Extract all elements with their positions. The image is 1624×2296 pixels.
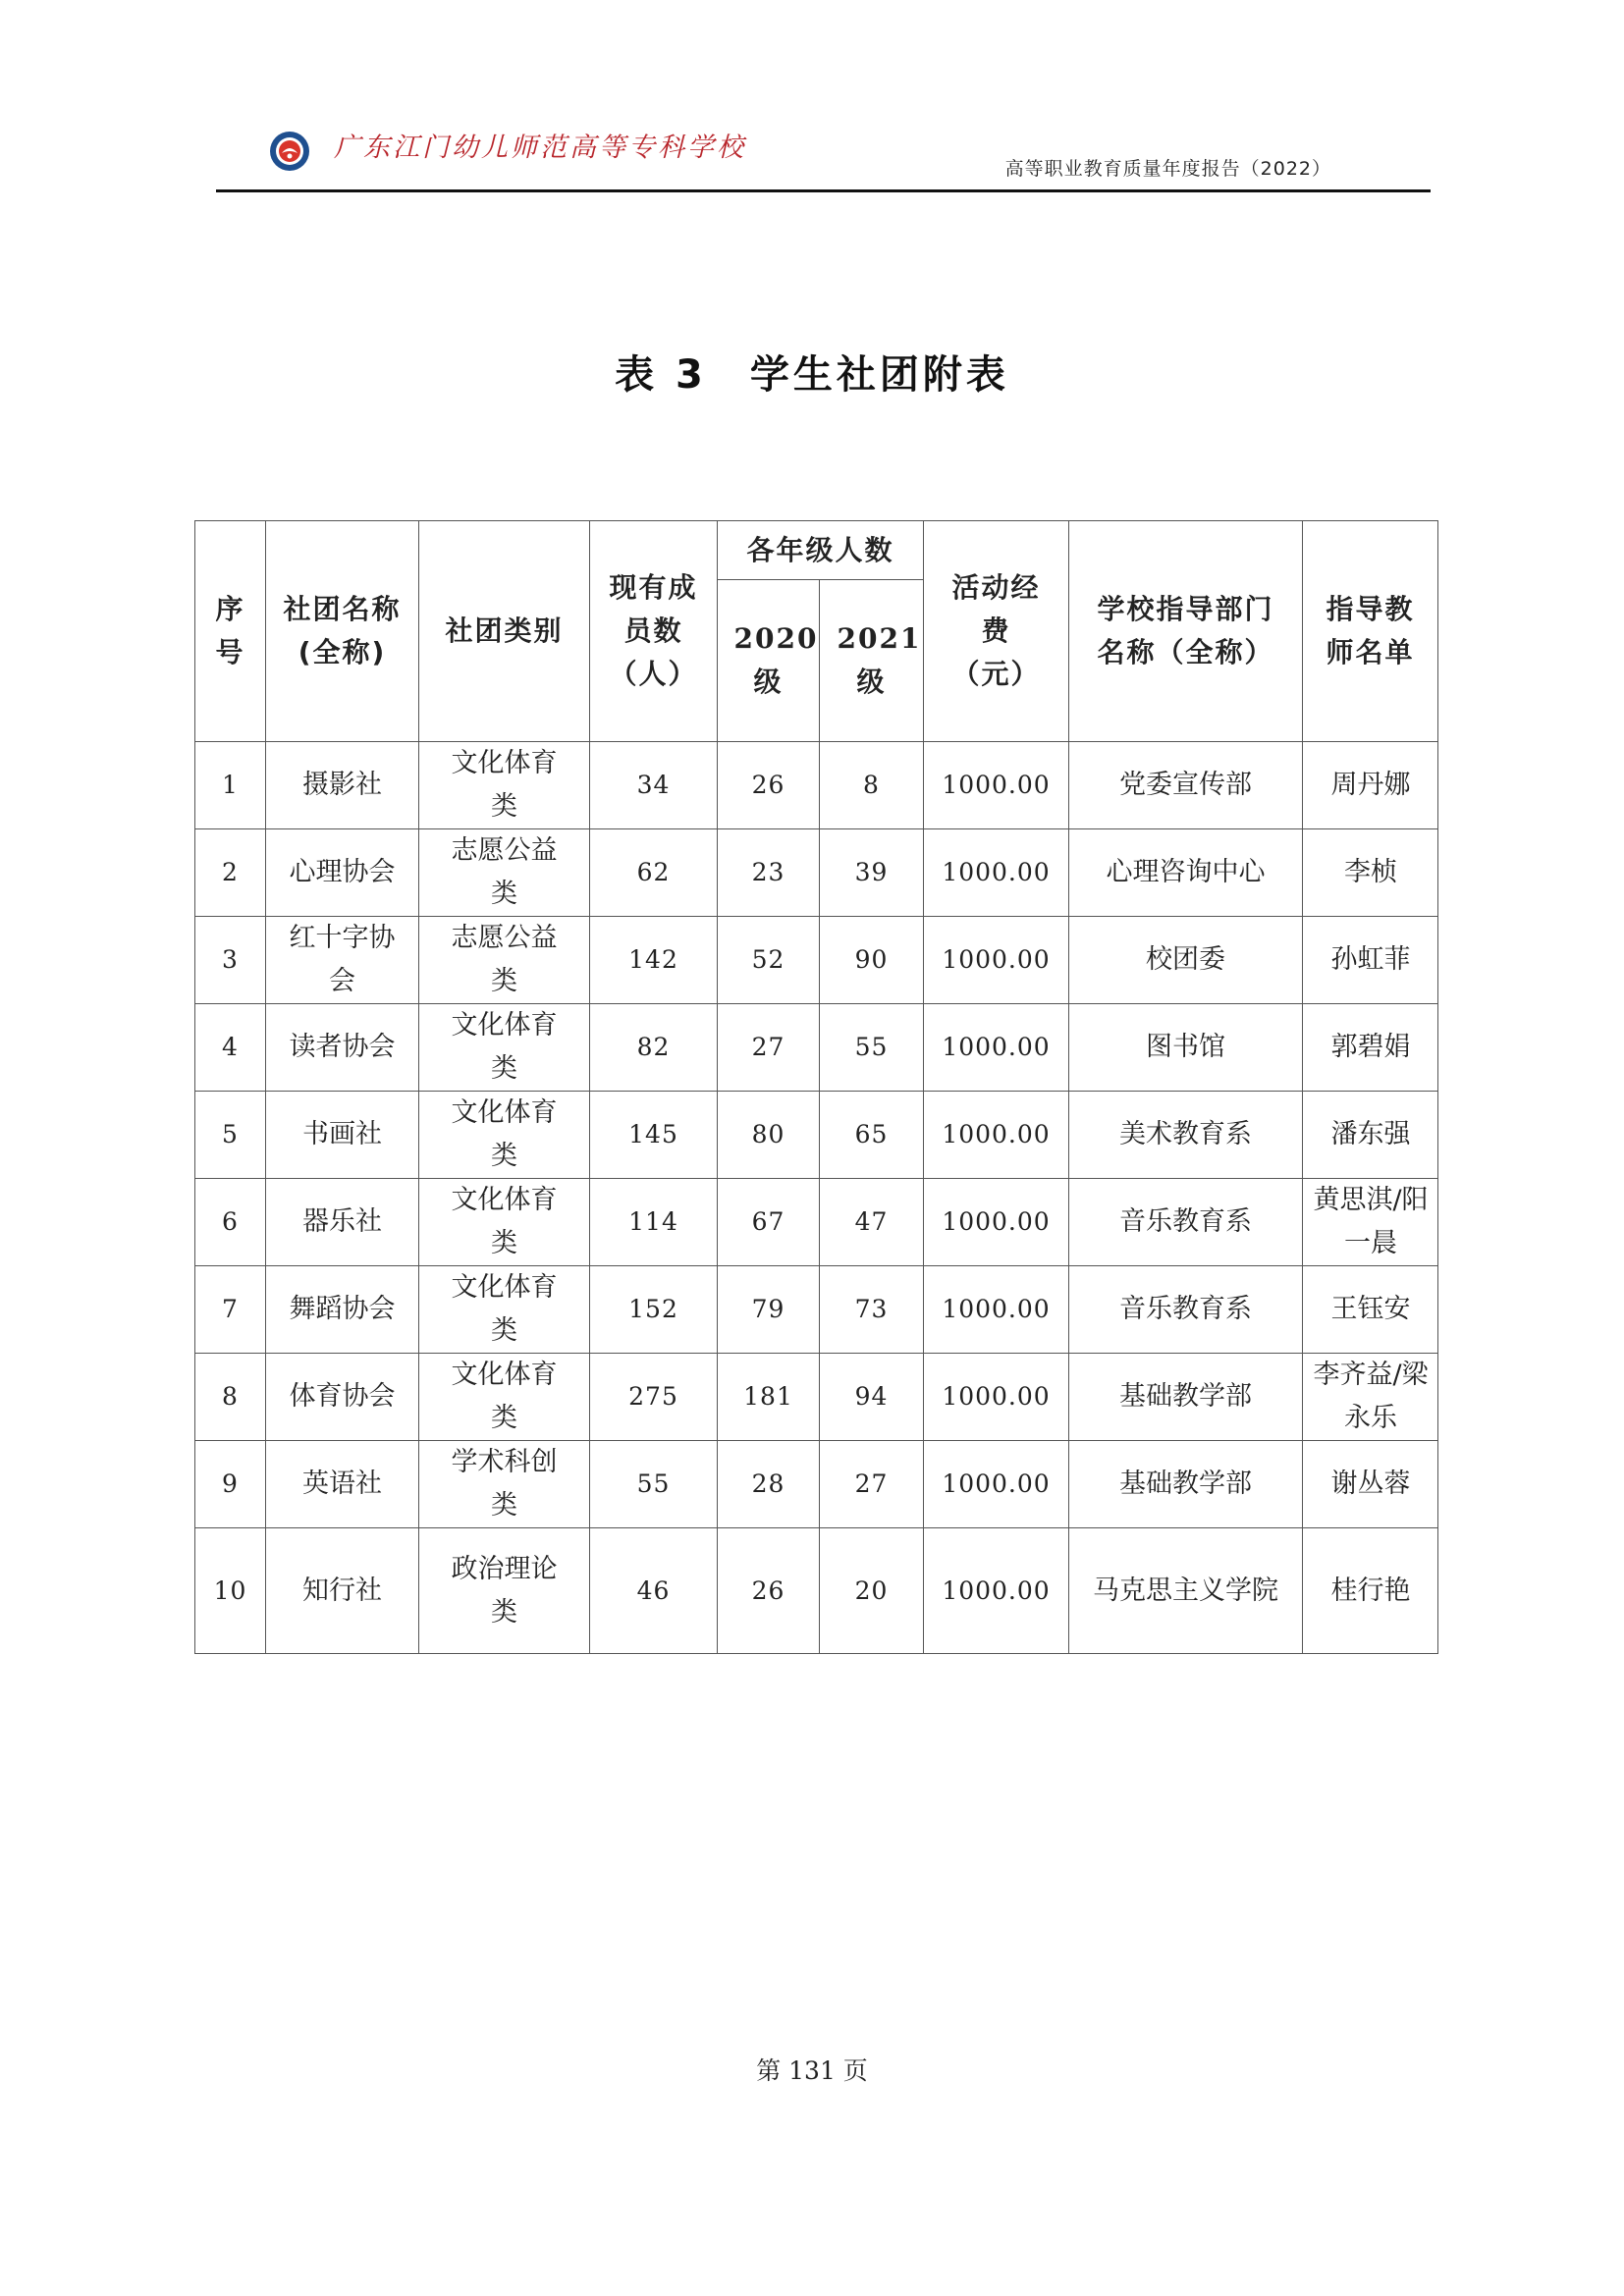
table-title: 表 3 学生社团附表: [615, 352, 1009, 398]
cell-category: 文化体育类: [419, 1179, 590, 1266]
header-category: 社团类别: [419, 521, 590, 742]
cell-index: 1: [195, 742, 266, 829]
cell-grade-2020: 27: [718, 1004, 820, 1092]
table-row: [195, 1528, 1438, 1654]
cell-members: 114: [590, 1179, 718, 1266]
cell-club-name: 舞蹈协会: [266, 1266, 419, 1354]
cell-department: 党委宣传部: [1069, 742, 1303, 829]
cell-grade-2021: 73: [820, 1266, 924, 1354]
cell-category: 文化体育类: [419, 1004, 590, 1092]
cell-category: 学术科创类: [419, 1441, 590, 1528]
cell-funding: 1000.00: [924, 917, 1069, 1004]
cell-advisor: 李桢: [1303, 829, 1438, 917]
header-funding: 活动经费（元）: [924, 521, 1069, 742]
table-row: [195, 1092, 1438, 1179]
cell-funding: 1000.00: [924, 1092, 1069, 1179]
cell-grade-2021: 55: [820, 1004, 924, 1092]
cell-index: 8: [195, 1354, 266, 1441]
cell-grade-2021: 20: [820, 1528, 924, 1654]
cell-category: 政治理论类: [419, 1528, 590, 1654]
table-row: [195, 1266, 1438, 1354]
cell-club-name: 心理协会: [266, 829, 419, 917]
cell-members: 152: [590, 1266, 718, 1354]
cell-grade-2020: 23: [718, 829, 820, 917]
cell-grade-2021: 27: [820, 1441, 924, 1528]
cell-index: 3: [195, 917, 266, 1004]
cell-funding: 1000.00: [924, 742, 1069, 829]
header-grade-2020: 2020级: [718, 580, 820, 742]
header-grade-group: 各年级人数: [718, 521, 924, 580]
cell-members: 55: [590, 1441, 718, 1528]
header-grade-2021: 2021级: [820, 580, 924, 742]
table-row: [195, 829, 1438, 917]
cell-grade-2020: 26: [718, 742, 820, 829]
cell-department: 基础教学部: [1069, 1354, 1303, 1441]
header-club-name: 社团名称(全称): [266, 521, 419, 742]
cell-advisor: 王钰安: [1303, 1266, 1438, 1354]
table-row: [195, 1441, 1438, 1528]
school-emblem-icon: [268, 130, 311, 173]
cell-advisor: 孙虹菲: [1303, 917, 1438, 1004]
cell-department: 音乐教育系: [1069, 1266, 1303, 1354]
cell-advisor: 郭碧娟: [1303, 1004, 1438, 1092]
cell-grade-2020: 79: [718, 1266, 820, 1354]
cell-grade-2021: 65: [820, 1092, 924, 1179]
cell-index: 4: [195, 1004, 266, 1092]
cell-category: 志愿公益类: [419, 829, 590, 917]
table-row: [195, 1354, 1438, 1441]
cell-club-name: 器乐社: [266, 1179, 419, 1266]
cell-department: 基础教学部: [1069, 1441, 1303, 1528]
cell-funding: 1000.00: [924, 1179, 1069, 1266]
cell-category: 志愿公益类: [419, 917, 590, 1004]
cell-grade-2021: 94: [820, 1354, 924, 1441]
cell-funding: 1000.00: [924, 1004, 1069, 1092]
cell-funding: 1000.00: [924, 1354, 1069, 1441]
cell-club-name: 摄影社: [266, 742, 419, 829]
table-row: [195, 917, 1438, 1004]
cell-club-name: 书画社: [266, 1092, 419, 1179]
table-body: [195, 742, 1438, 1654]
school-name-logo: 广东江门幼儿师范高等专科学校: [334, 133, 746, 163]
cell-advisor: 周丹娜: [1303, 742, 1438, 829]
cell-grade-2020: 52: [718, 917, 820, 1004]
page-header: [0, 0, 1624, 196]
cell-department: 美术教育系: [1069, 1092, 1303, 1179]
cell-department: 音乐教育系: [1069, 1179, 1303, 1266]
header-department: 学校指导部门名称（全称）: [1069, 521, 1303, 742]
cell-department: 校团委: [1069, 917, 1303, 1004]
cell-advisor: 黄思淇/阳一晨: [1303, 1179, 1438, 1266]
cell-club-name: 读者协会: [266, 1004, 419, 1092]
cell-advisor: 桂行艳: [1303, 1528, 1438, 1654]
cell-club-name: 知行社: [266, 1528, 419, 1654]
cell-club-name: 英语社: [266, 1441, 419, 1528]
header-divider: [216, 189, 1431, 192]
cell-grade-2020: 181: [718, 1354, 820, 1441]
cell-index: 7: [195, 1266, 266, 1354]
cell-grade-2020: 80: [718, 1092, 820, 1179]
cell-members: 62: [590, 829, 718, 917]
header-row-1: [195, 521, 1438, 580]
cell-members: 34: [590, 742, 718, 829]
cell-funding: 1000.00: [924, 829, 1069, 917]
cell-members: 46: [590, 1528, 718, 1654]
cell-index: 6: [195, 1179, 266, 1266]
cell-funding: 1000.00: [924, 1266, 1069, 1354]
cell-department: 马克思主义学院: [1069, 1528, 1303, 1654]
cell-grade-2020: 26: [718, 1528, 820, 1654]
cell-category: 文化体育类: [419, 1266, 590, 1354]
header-advisor: 指导教师名单: [1303, 521, 1438, 742]
cell-department: 图书馆: [1069, 1004, 1303, 1092]
cell-department: 心理咨询中心: [1069, 829, 1303, 917]
cell-grade-2020: 67: [718, 1179, 820, 1266]
cell-index: 10: [195, 1528, 266, 1654]
cell-members: 275: [590, 1354, 718, 1441]
cell-club-name: 体育协会: [266, 1354, 419, 1441]
cell-index: 9: [195, 1441, 266, 1528]
cell-category: 文化体育类: [419, 1354, 590, 1441]
cell-advisor: 李齐益/梁永乐: [1303, 1354, 1438, 1441]
cell-index: 2: [195, 829, 266, 917]
report-title: 高等职业教育质量年度报告（2022）: [1004, 158, 1331, 180]
student-clubs-table: [194, 520, 1438, 1654]
cell-category: 文化体育类: [419, 1092, 590, 1179]
cell-members: 82: [590, 1004, 718, 1092]
page-number: 第 131 页: [756, 2056, 868, 2085]
table-row: [195, 1004, 1438, 1092]
cell-funding: 1000.00: [924, 1441, 1069, 1528]
cell-index: 5: [195, 1092, 266, 1179]
cell-advisor: 谢丛蓉: [1303, 1441, 1438, 1528]
cell-grade-2021: 90: [820, 917, 924, 1004]
cell-funding: 1000.00: [924, 1528, 1069, 1654]
table-row: [195, 742, 1438, 829]
cell-category: 文化体育类: [419, 742, 590, 829]
cell-club-name: 红十字协会: [266, 917, 419, 1004]
cell-grade-2020: 28: [718, 1441, 820, 1528]
cell-members: 142: [590, 917, 718, 1004]
header-members: 现有成员数（人）: [590, 521, 718, 742]
cell-grade-2021: 47: [820, 1179, 924, 1266]
table-row: [195, 1179, 1438, 1266]
cell-grade-2021: 8: [820, 742, 924, 829]
header-index: 序号: [195, 521, 266, 742]
cell-members: 145: [590, 1092, 718, 1179]
cell-advisor: 潘东强: [1303, 1092, 1438, 1179]
cell-grade-2021: 39: [820, 829, 924, 917]
